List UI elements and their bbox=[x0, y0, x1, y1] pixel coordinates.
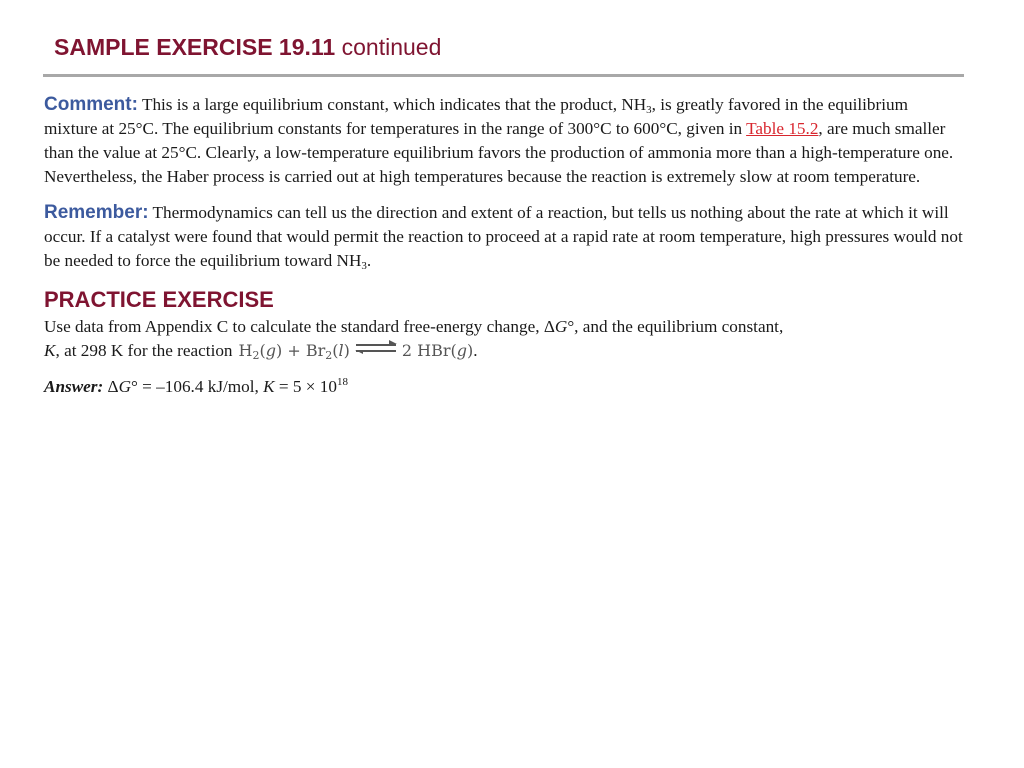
eq-br-sub: 2 bbox=[325, 349, 333, 362]
eq-product: 2 HBr( bbox=[401, 341, 457, 360]
remember-paragraph bbox=[44, 201, 964, 273]
practice-g-symbol: G bbox=[554, 317, 568, 336]
slide-content bbox=[44, 93, 964, 399]
eq-h-sub: 2 bbox=[252, 349, 260, 362]
answer-text-2: ° = –106.4 kJ/mol, bbox=[131, 377, 264, 396]
comment-paragraph bbox=[44, 93, 964, 189]
remember-subscript: 3 bbox=[361, 260, 367, 272]
eq-product-close: ) bbox=[466, 341, 474, 360]
title-divider bbox=[43, 74, 964, 77]
equilibrium-arrows-icon bbox=[356, 344, 396, 354]
comment-text-1: This is a large equilibrium constant, which indicates that the product, NH bbox=[137, 95, 647, 114]
slide-title bbox=[54, 33, 441, 61]
answer-k-symbol: K bbox=[263, 377, 275, 396]
eq-h-close: ) bbox=[275, 341, 283, 360]
eq-br-open: ( bbox=[332, 341, 339, 360]
remember-text-1: Thermodynamics can tell us the direction and extent of a reaction, but tells us nothing about the rate at which it will occur. If a catalyst were found that would permit the reaction to proceed at a rapid rate at room temperature, high pressures would not be needed to force the equilibrium toward NH bbox=[44, 203, 963, 270]
eq-h-open: ( bbox=[259, 341, 266, 360]
practice-text-1: Use data from Appendix C to calculate the standard free-energy change, Δ bbox=[44, 317, 555, 336]
eq-h: H bbox=[238, 341, 253, 360]
eq-product-phase: g bbox=[456, 341, 467, 360]
practice-exercise-heading: PRACTICE EXERCISE bbox=[44, 287, 274, 312]
practice-k-symbol: K bbox=[44, 341, 56, 360]
answer-label: Answer: bbox=[44, 377, 104, 396]
practice-text-2: °, and the equilibrium constant, bbox=[567, 317, 784, 336]
answer-paragraph bbox=[44, 375, 964, 399]
comment-text-3: , are much smaller than the value at 25°C. Clearly, a low-temperature equilibrium favors the production of ammonia more than a high-temperature one. Nevertheless, the Haber process is carried out at high temperatures because the reaction is extremely slow at room temperature. bbox=[44, 119, 954, 186]
eq-h-phase: g bbox=[265, 341, 276, 360]
eq-br: Br bbox=[305, 341, 326, 360]
practice-text-3: , at 298 K for the reaction bbox=[55, 341, 233, 360]
eq-br-close: ) bbox=[343, 341, 350, 360]
answer-text-3: = 5 × 10 bbox=[274, 377, 337, 396]
table-15-2-link[interactable]: Table 15.2 bbox=[746, 119, 819, 138]
reaction-equation bbox=[239, 341, 474, 360]
comment-label: Comment: bbox=[44, 94, 138, 115]
remember-text-2: . bbox=[366, 251, 372, 270]
comment-text-2: , is greatly favored in the equilibrium mixture at 25°C. The equilibrium constants for temperatures in the range of 300°C to 600°C, given in bbox=[44, 95, 908, 138]
answer-exponent: 18 bbox=[336, 376, 348, 388]
title-bold: SAMPLE EXERCISE 19.11 bbox=[54, 34, 336, 60]
answer-text-1: Δ bbox=[103, 377, 119, 396]
eq-br-phase: l bbox=[338, 341, 344, 360]
title-rest: continued bbox=[335, 34, 442, 60]
practice-paragraph bbox=[44, 315, 964, 363]
practice-end: . bbox=[473, 341, 478, 360]
eq-plus: + bbox=[282, 341, 306, 360]
comment-subscript: 3 bbox=[646, 104, 652, 116]
remember-label: Remember: bbox=[44, 202, 149, 223]
answer-g-symbol: G bbox=[118, 377, 131, 396]
